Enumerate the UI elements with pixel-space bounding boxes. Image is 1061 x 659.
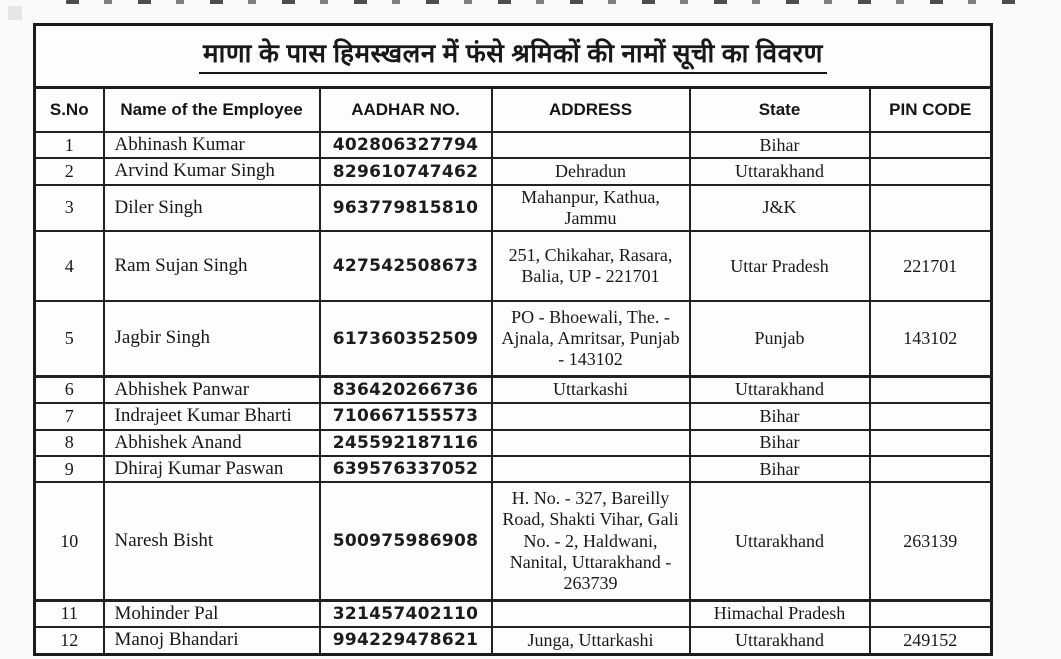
table-row	[35, 456, 992, 482]
cell-name: Indrajeet Kumar Bharti	[104, 403, 320, 429]
cell-state: Punjab	[690, 301, 870, 376]
col-header-name: Name of the Employee	[104, 88, 320, 133]
cell-state: Uttarakhand	[690, 158, 870, 184]
cell-aadhar: 321457402110	[320, 600, 492, 627]
cell-pin: 263139	[870, 482, 992, 600]
cell-address: 251, Chikahar, Rasara, Balia, UP - 221701	[492, 231, 690, 301]
cell-pin	[870, 600, 992, 627]
col-header-address: ADDRESS	[492, 88, 690, 133]
cell-aadhar: 427542508673	[320, 231, 492, 301]
cell-name: Abhinash Kumar	[104, 132, 320, 158]
scan-artifact-text-fragments	[66, 0, 1026, 4]
cell-name: Dhiraj Kumar Paswan	[104, 456, 320, 482]
cell-sno: 3	[35, 185, 104, 231]
cell-pin: 249152	[870, 627, 992, 654]
table-row	[35, 132, 992, 158]
cell-aadhar: 710667155573	[320, 403, 492, 429]
col-header-state: State	[690, 88, 870, 133]
cell-address: PO - Bhoewali, The. - Ajnala, Amritsar, Punjab - 143102	[492, 301, 690, 376]
cell-pin	[870, 185, 992, 231]
cell-aadhar: 245592187116	[320, 430, 492, 456]
cell-name: Diler Singh	[104, 185, 320, 231]
cell-address: Mahanpur, Kathua, Jammu	[492, 185, 690, 231]
cell-state: Uttarakhand	[690, 627, 870, 654]
table-row	[35, 482, 992, 600]
cell-sno: 12	[35, 627, 104, 654]
cell-aadhar: 829610747462	[320, 158, 492, 184]
cell-state: J&K	[690, 185, 870, 231]
cell-pin: 221701	[870, 231, 992, 301]
cell-name: Mohinder Pal	[104, 600, 320, 627]
cell-aadhar: 500975986908	[320, 482, 492, 600]
cell-aadhar: 617360352509	[320, 301, 492, 376]
cell-pin	[870, 430, 992, 456]
workers-list-table	[33, 23, 993, 656]
cell-name: Abhishek Anand	[104, 430, 320, 456]
col-header-pincode: PIN CODE	[870, 88, 992, 133]
cell-aadhar: 836420266736	[320, 376, 492, 403]
cell-address	[492, 430, 690, 456]
cell-state: Bihar	[690, 132, 870, 158]
cell-state: Uttarakhand	[690, 376, 870, 403]
cell-pin: 143102	[870, 301, 992, 376]
cell-sno: 5	[35, 301, 104, 376]
col-header-sno: S.No	[35, 88, 104, 133]
cell-aadhar: 402806327794	[320, 132, 492, 158]
cell-pin	[870, 376, 992, 403]
cell-address	[492, 456, 690, 482]
cell-name: Ram Sujan Singh	[104, 231, 320, 301]
cell-name: Jagbir Singh	[104, 301, 320, 376]
scan-artifact-corner-square	[8, 6, 22, 20]
cell-aadhar: 639576337052	[320, 456, 492, 482]
cell-sno: 4	[35, 231, 104, 301]
col-header-aadhar: AADHAR NO.	[320, 88, 492, 133]
cell-state: Bihar	[690, 456, 870, 482]
cell-aadhar: 994229478621	[320, 627, 492, 654]
cell-pin	[870, 158, 992, 184]
table-row	[35, 158, 992, 184]
cell-aadhar: 963779815810	[320, 185, 492, 231]
cell-address: Junga, Uttarkashi	[492, 627, 690, 654]
table-body	[35, 132, 992, 654]
cell-name: Manoj Bhandari	[104, 627, 320, 654]
cell-address	[492, 600, 690, 627]
cell-state: Uttar Pradesh	[690, 231, 870, 301]
cell-address	[492, 403, 690, 429]
table-row	[35, 376, 992, 403]
table-row	[35, 430, 992, 456]
table-header-row	[35, 88, 992, 133]
cell-address: Uttarkashi	[492, 376, 690, 403]
table-row	[35, 627, 992, 654]
cell-state: Himachal Pradesh	[690, 600, 870, 627]
cell-sno: 10	[35, 482, 104, 600]
table-row	[35, 600, 992, 627]
cell-sno: 7	[35, 403, 104, 429]
document-title-row	[35, 25, 992, 88]
table-row	[35, 231, 992, 301]
cell-sno: 9	[35, 456, 104, 482]
cell-sno: 2	[35, 158, 104, 184]
cell-sno: 8	[35, 430, 104, 456]
cell-name: Naresh Bisht	[104, 482, 320, 600]
table-row	[35, 185, 992, 231]
cell-sno: 11	[35, 600, 104, 627]
document-title-cell	[35, 25, 992, 88]
document-title: माणा के पास हिमस्खलन में फंसे श्रमिकों की नामों सूची का विवरण	[199, 38, 827, 74]
cell-state: Bihar	[690, 430, 870, 456]
cell-sno: 6	[35, 376, 104, 403]
cell-pin	[870, 456, 992, 482]
cell-sno: 1	[35, 132, 104, 158]
table-row	[35, 301, 992, 376]
cell-state: Uttarakhand	[690, 482, 870, 600]
cell-address	[492, 132, 690, 158]
cell-pin	[870, 403, 992, 429]
table-row	[35, 403, 992, 429]
cell-name: Arvind Kumar Singh	[104, 158, 320, 184]
cell-state: Bihar	[690, 403, 870, 429]
cell-name: Abhishek Panwar	[104, 376, 320, 403]
cell-address: Dehradun	[492, 158, 690, 184]
cell-pin	[870, 132, 992, 158]
cell-address: H. No. - 327, Bareilly Road, Shakti Vihar, Gali No. - 2, Haldwani, Nanital, Uttarakhand - 263739	[492, 482, 690, 600]
